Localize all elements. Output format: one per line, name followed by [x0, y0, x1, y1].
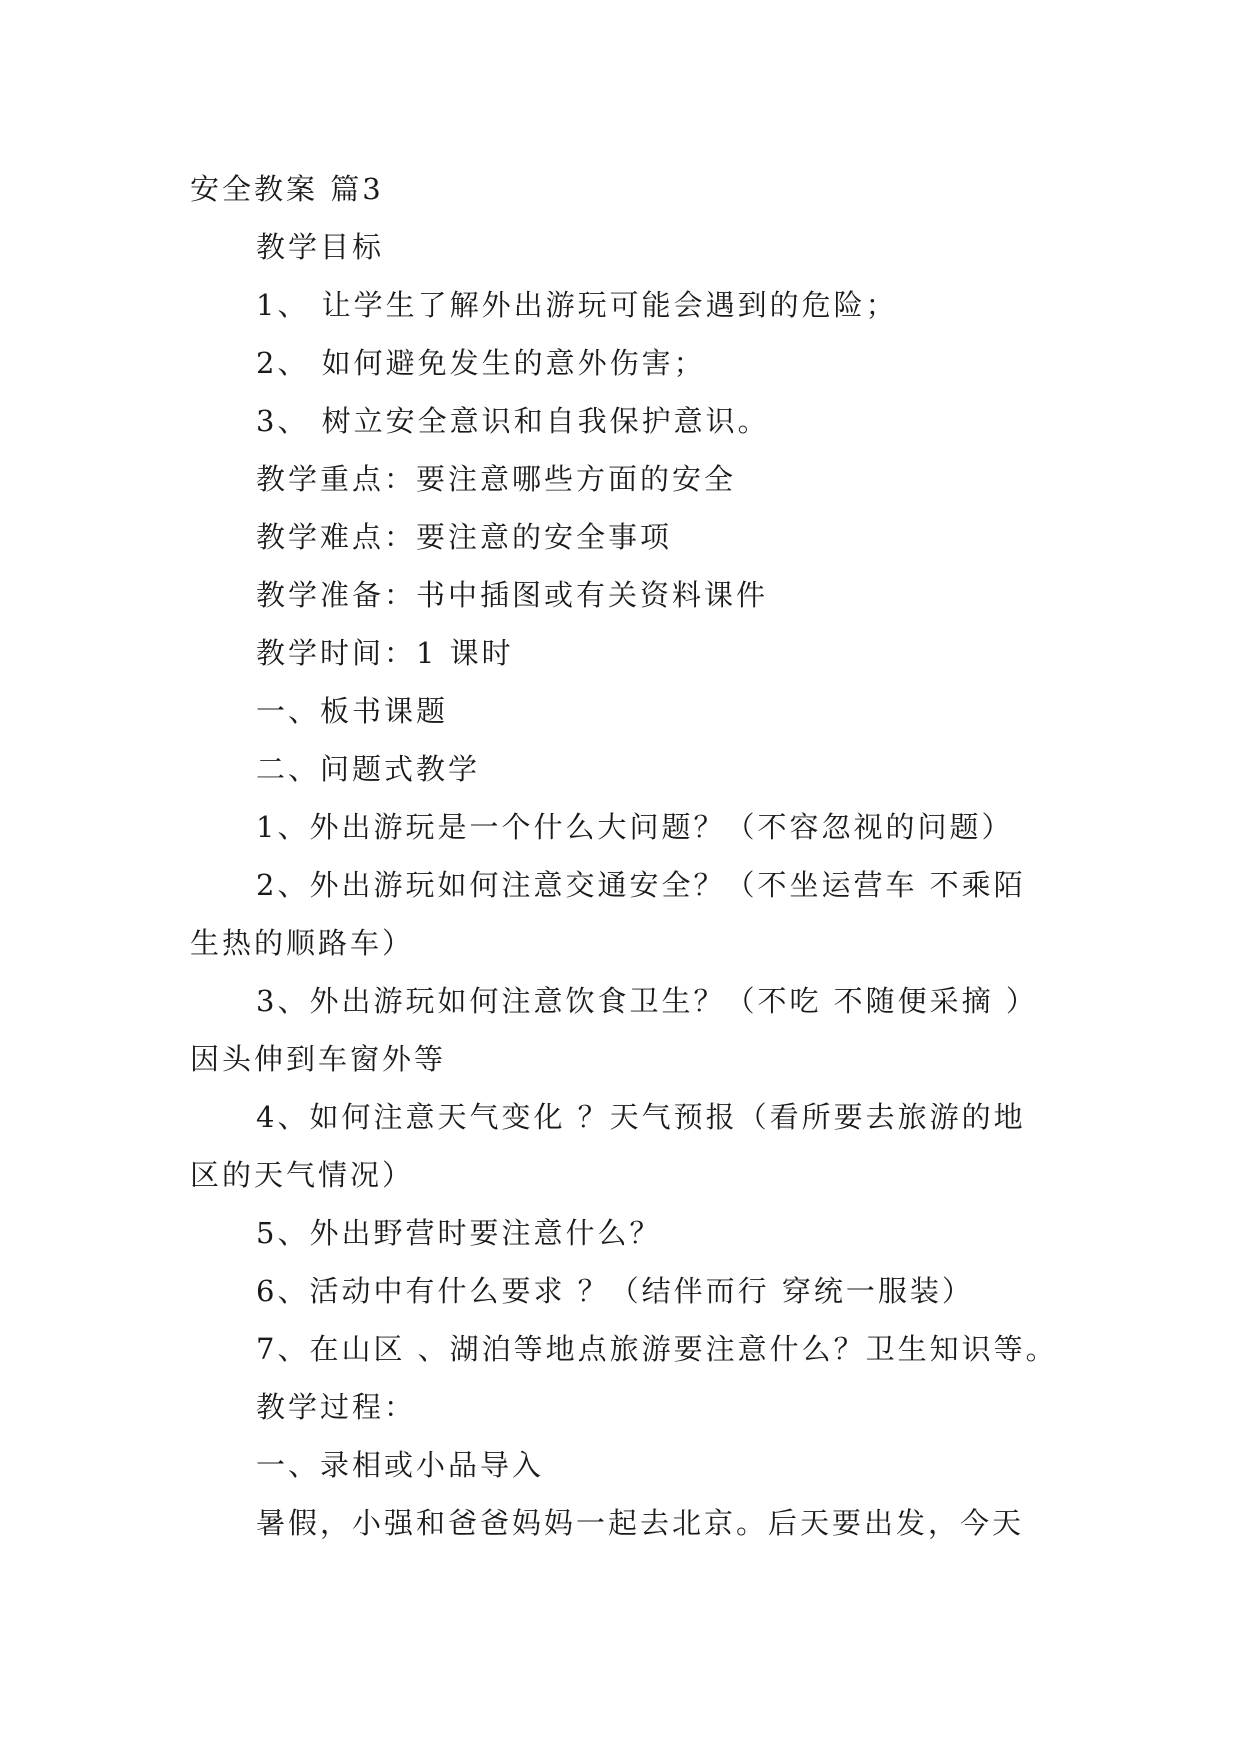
question-item-7: 7、在山区 、湖泊等地点旅游要注意什么？卫生知识等。 — [256, 1332, 1058, 1366]
document-body — [190, 160, 1070, 1552]
teaching-focus: 教学重点：要注意哪些方面的安全 — [256, 462, 737, 496]
question-item-4: 4、如何注意天气变化 ？天气预报（看所要去旅游的地 — [256, 1100, 1026, 1134]
section-heading-teaching-process: 教学过程： — [256, 1390, 417, 1424]
question-item-2: 2、外出游玩如何注意交通安全？（不坐运营车 不乘陌 — [256, 868, 1026, 902]
teaching-difficulty: 教学难点：要注意的安全事项 — [256, 520, 673, 554]
teaching-time: 教学时间：1 课时 — [256, 636, 514, 670]
question-item-4-continued: 区的天气情况） — [190, 1158, 415, 1192]
question-item-3-continued: 因头伸到车窗外等 — [190, 1042, 447, 1076]
objective-item-1: 1、 让学生了解外出游玩可能会遇到的危险； — [256, 288, 898, 322]
section-heading-board-title: 一、板书课题 — [256, 694, 449, 728]
question-item-5: 5、外出野营时要注意什么？ — [256, 1216, 662, 1250]
section-heading-question-teaching: 二、问题式教学 — [256, 752, 481, 786]
question-item-2-continued: 生热的顺路车） — [190, 926, 415, 960]
section-heading-objectives: 教学目标 — [256, 230, 385, 264]
process-step-1-text: 暑假，小强和爸爸妈妈一起去北京。后天要出发，今天 — [256, 1506, 1025, 1540]
question-item-3: 3、外出游玩如何注意饮食卫生？（不吃 不随便采摘 ） — [256, 984, 1038, 1018]
question-item-1: 1、外出游玩是一个什么大问题？（不容忽视的问题） — [256, 810, 1014, 844]
question-item-6: 6、活动中有什么要求 ？（结伴而行 穿统一服装） — [256, 1274, 974, 1308]
objective-item-2: 2、 如何避免发生的意外伤害； — [256, 346, 706, 380]
objective-item-3: 3、 树立安全意识和自我保护意识。 — [256, 404, 770, 438]
process-step-1-heading: 一、录相或小品导入 — [256, 1448, 545, 1482]
teaching-preparation: 教学准备：书中插图或有关资料课件 — [256, 578, 769, 612]
document-title: 安全教案 篇3 — [190, 172, 384, 206]
